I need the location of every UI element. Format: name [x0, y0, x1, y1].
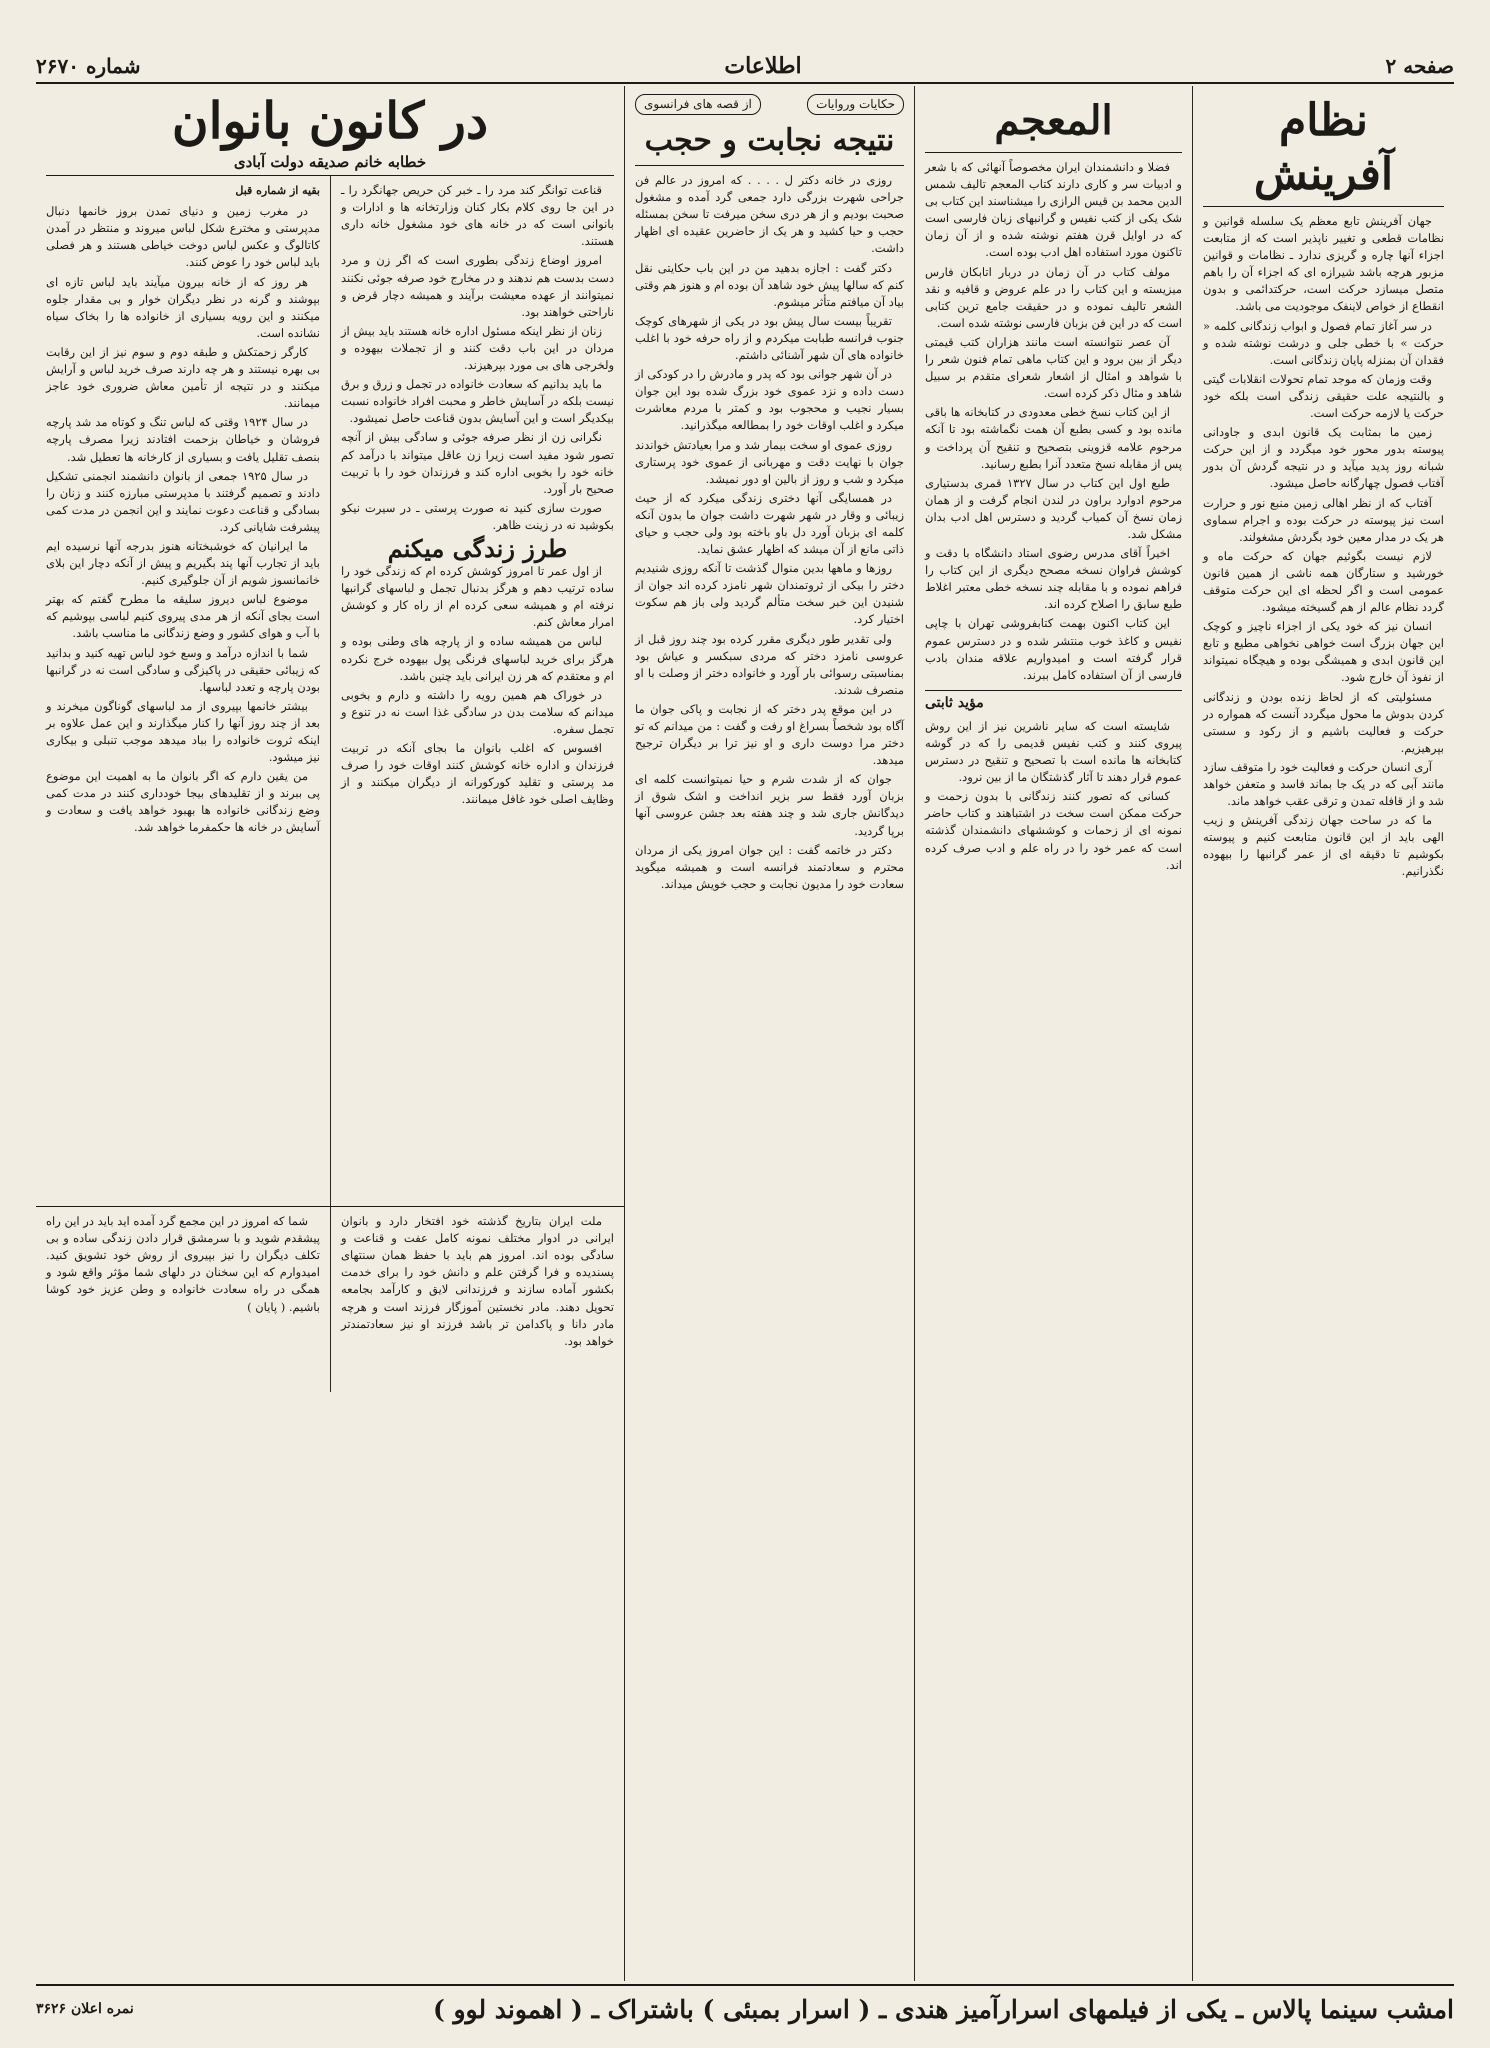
article-subcolumns: [36, 176, 624, 1206]
paragraph: از اول عمر تا امروز کوشش کرده ام که زندگی خود را ساده ترتیب دهم و هرگز بدنبال تجمل و لباسهای گرانبها نرفته ام و همیشه سعی کرده ام از راه کار و کوشش امرار معاش کنم.: [341, 564, 614, 630]
paragraph: موضوع لباس دیروز سلیقه ما مطرح گفتم که بهتر است بجای آنکه از هر مدی پیروی کنیم لباسی بپوشیم که با آب و هوای کشور و وضع زندگانی ما مناسب باشد.: [46, 592, 320, 641]
paragraph: انسان نیز که خود یکی از اجزاء ناچیز و کوچک این جهان بزرگ است خواهی نخواهی مطیع و تابع این قانون ابدی و همیشگی بوده و هیچگاه نمیتواند از نفوذ آن خارج شود.: [1203, 619, 1444, 685]
paragraph: من یقین دارم که اگر بانوان ما به اهمیت این موضوع پی ببرند و از تقلیدهای بیجا خودداری کنند در مدت کمی وضع زندگانی خانواده ها بهبود خواهد یافت و سعادت و آسایش در خانه ها حکمفرما خواهد شد.: [46, 769, 320, 835]
paragraph: کارگر زحمتکش و طبقه دوم و سوم نیز از این رقابت بی بهره نیستند و هر چه دارند صرف خرید لباس و آرایش میکنند و در نتیجه از تأمین معاش ضروری خود عاجز میمانند.: [46, 344, 320, 411]
paragraph: تقریباً بیست سال پیش بود در یکی از شهرهای کوچک جنوب فرانسه طبابت میکردم و از راه حرفه خود با اغلب خانواده های آن شهر آشنائی داشتم.: [635, 313, 904, 363]
paragraph: هر روز که از خانه بیرون میآیند باید لباس تازه ای بپوشند و گرنه در نظر دیگران خوار و بی مقدار جلوه میکنند و این رویه بسیاری از خانواده ها را بخاک سیاه نشانده است.: [46, 274, 320, 340]
article-columns: [36, 86, 1454, 1981]
paragraph: شایسته است که سایر ناشرین نیز از این روش پیروی کنند و کتب نفیس قدیمی را که در گوشه کتابخانه ها مانده است با تصحیح و تنقیح در دسترس عموم قرار دهند تا آثار گذشتگان ما از بین نرود.: [925, 718, 1182, 785]
paper-name: اطلاعات: [724, 53, 802, 79]
paragraph: از این کتاب نسخ خطی معدودی در کتابخانه ها باقی مانده بود و کسی بطبع آن همت نگماشته بود تا آنکه مرحوم علامه قزوینی بتصحیح و تنقیح آن پرداخت و پس از مقابله نسخ متعدد آنرا بطبع رسانید.: [925, 405, 1182, 471]
continued-note: بقیه از شماره قبل: [235, 184, 320, 198]
paragraph: در همسایگی آنها دختری زندگی میکرد که از حیث زیبائی و وقار در شهر شهرت داشت جوان ما بدون آنکه کلمه ای بزبان آورد دل باو باخته بود ولی حجب و حیای ذاتی مانع از آن میشد که اظهار عشق نماید.: [635, 490, 904, 557]
continuation-right: [330, 1207, 624, 1392]
paragraph: قناعت توانگر کند مرد را ـ خبر کن حریص جهانگرد را ـ در این جا روی کلام بکار کنان وزارتخانه ها و ادارات و بانوانی است که در خانه های خود مشغول خانه داری هستند.: [341, 183, 614, 249]
article-title: المعجم: [925, 94, 1182, 153]
column-story: [624, 86, 914, 1981]
paragraph: این کتاب اکنون بهمت کتابفروشی تهران با چاپی نفیس و کاغذ خوب منتشر شده و در دسترس عموم قرار گرفته است و امیدواریم علاقه مندان بادب فارسی از آن استفاده کامل ببرند.: [925, 616, 1182, 682]
paragraph: افسوس که اغلب بانوان ما بجای آنکه در تربیت فرزندان و اداره خانه کوشش کنند اوقات خود را صرف مد پرستی و تقلید کورکورانه از دیگران میکنند و از وظایف اصلی خود غافل میمانند.: [341, 741, 614, 807]
section-tags: [635, 92, 904, 119]
paragraph: طبع اول این کتاب در سال ۱۳۲۷ قمری بدستیاری مرحوم ادوارد براون در لندن انجام گرفت و از همان زمان نسخ آن کمیاب گردید و دسترس اهل ادب بدان مشکل شد.: [925, 475, 1182, 541]
paragraph: زمین ما بمثابت یک قانون ابدی و جاودانی پیوسته بدور محور خود میگردد و از این حرکت شبانه روز پدید میآید و در نتیجه گردش آن بدور آفتاب فصول چهارگانه حاصل میشود.: [1203, 425, 1444, 491]
paragraph: وقت وزمان که موجد تمام تحولات انقلابات گیتی و بالنتیجه علت حقیقی زندگی است بلکه خود حرکت یا لازمه حرکت است.: [1203, 371, 1444, 421]
paragraph: امروز اوضاع زندگی بطوری است که اگر زن و مرد دست بدست هم ندهند و در مخارج خود صرفه جوئی نکنند نمیتوانند از عهده معیشت برآیند و همیشه دچار قرض و ناراحتی خواهند بود.: [341, 253, 614, 319]
paragraph: شما که امروز در این مجمع گرد آمده اید باید در این راه پیشقدم شوید و با سرمشق قرار دادن زندگی ساده و بی تکلف دیگران را نیز بپیروی از روش خود تشویق کنید. امیدوارم که این سخنان در دلهای شما مؤثر واقع شود و همگی در راه سعادت خانواده و وطن عزیز خود کوشا باشیم. ( پایان ): [46, 1214, 320, 1314]
section-tag-stories: حکایات وروایات: [807, 94, 904, 115]
section-tag-french: از قصه های فرانسوی: [635, 94, 761, 115]
paragraph: در سال ۱۹۲۴ وقتی که لباس تنگ و کوتاه مد شد پارچه فروشان و خیاطان بزحمت افتادند زیرا مصرف پارچه بنصف تقلیل یافت و بسیاری از کارخانه ها تعطیل شد.: [46, 415, 320, 464]
article-title: نتیجه نجابت و حجب: [635, 121, 904, 166]
article-byline: خطابه خانم صدیقه دولت آبادی: [46, 154, 614, 176]
paragraph: آفتاب که از نظر اهالی زمین منبع نور و حرارت است نیز پیوسته در حرکت بوده و اجرام سماوی هر یک در مدار معین خود بگردش مشغولند.: [1203, 495, 1444, 544]
paragraph: شما با اندازه درآمد و وسع خود لباس تهیه کنید و بدانید که زیبائی حقیقی در پاکیزگی و سادگی است نه در گرانبها بودن پارچه و تعدد لباسها.: [46, 645, 320, 694]
column-kanoon-banovan: [36, 86, 624, 1981]
paragraph: جوان که از شدت شرم و حیا نمیتوانست کلمه ای بزبان آورد فقط سر بزیر انداخت و اشک شوق از دیدگانش جاری شد و چند هفته بعد جشن عروسی آنها برپا گردید.: [635, 772, 904, 838]
paragraph: ملت ایران بتاریخ گذشته خود افتخار دارد و بانوان ایرانی در ادوار مختلف نمونه کامل عفت و قناعت و سادگی بوده اند. امروز هم باید با حفظ همان سنتهای پسندیده و فرا گرفتن علم و دانش خود را برای خدمت بکشور آماده سازند و فرزندانی لایق و کارآمد بجامعه تحویل دهند. مادر نخستین آموزگار فرزند است و هرچه مادر دانا و پاکدامن تر باشد فرزند او نیز سعادتمندتر خواهد بود.: [341, 1214, 614, 1348]
ad-text: امشب سینما پالاس ـ یکی از فیلمهای اسرارآمیز هندی ـ ( اسرار بمبئی ) باشتراک ـ ( اهموند لوو ): [432, 1994, 1454, 2024]
paragraph: ولی تقدیر طور دیگری مقرر کرده بود چند روز قبل از عروسی نامزد دختر که مردی سبکسر و عیاش بود بمناسبتی رسوائی بار آورد و خانواده دختر از وصلت با او منصرف شدند.: [635, 631, 904, 697]
article-header: [36, 86, 624, 176]
paragraph: بیشتر خانمها بپیروی از مد لباسهای گوناگون میخرند و بعد از چند روز آنها را کنار میگذارند و این عمل علاوه بر اینکه ثروت خانواده را بباد میدهد موجب تنبلی و بیکاری نیز میشود.: [46, 698, 320, 765]
paragraph: روزی در خانه دکتر ل . . . . که امروز در عالم فن جراحی شهرت بزرگی دارد جمعی گرد آمده و مشغول صحبت بودیم و از هر دری سخن میرفت تا سخن بمسئله حجب و حیا کشید و هر یک از حاضرین عقیده ای اظهار داشت.: [635, 173, 904, 256]
paragraph: جهان آفرینش تابع معظم یک سلسله قوانین و نظامات قطعی و تغییر ناپذیر است که از متابعت اجزاء آنها چاره و گریزی ندارد ـ نظامات و قوانین مزبور هرچه باشد شیرازه ای که اجزاء آن را باهم متصل میسازد حرکت است، حرکتدائمی و بدون انقطاع از خواص لاینفک موجودیت می باشد.: [1203, 214, 1444, 314]
article-continuation-box: [36, 1206, 624, 1392]
paragraph: در مغرب زمین و دنیای تمدن بروز خانمها دنبال مدپرستی و مخترع شکل لباس میروند و منتظر در آمدن کاتالوگ و عکس لباس دوخت خیاطی هستند و هر فصلی باید لباس خود را عوض کنند.: [46, 204, 320, 270]
paragraph: در سر آغاز تمام فصول و ابواب زندگانی کلمه « حرکت » با خطی جلی و درشت نوشته شده و فقدان آن بمنزله پایان زندگانی است.: [1203, 318, 1444, 367]
paragraph: زنان از نظر اینکه مسئول اداره خانه هستند باید بیش از مردان در این باب دقت کنند و از تجملات بیهوده و ولخرجی های بی مورد بپرهیزند.: [341, 323, 614, 373]
paragraph: دکتر گفت : اجازه بدهید من در این باب حکایتی نقل کنم که سالها پیش خود شاهد آن بوده ام و هنوز هم وقتی بیاد آن میافتم متأثر میشوم.: [635, 260, 904, 309]
paragraph: روزی عموی او سخت بیمار شد و مرا بعیادتش خواندند جوان با نهایت دقت و مهربانی از عموی خود پرستاری میکرد و شب و روز از بالین او دور نمیشد.: [635, 437, 904, 486]
paragraph: آن عصر نتوانسته است مانند هزاران کتب قیمتی دیگر از بین برود و این کتاب ماهی تمام فنون شعر را با شواهد و امثال از اشعار شعرای متقدم بر سبیل شاهد و مثال ذکر کرده است.: [925, 334, 1182, 401]
paragraph: لازم نیست بگوئیم جهان که حرکت ماه و خورشید و ستارگان همه ناشی از همین قانون عمومی است و اگر لحظه ای این حرکت متوقف گردد نظام عالم از هم گسیخته میشود.: [1203, 548, 1444, 615]
article-body: [925, 159, 1182, 874]
author-signature: مؤید ثابتی: [925, 690, 1182, 712]
paragraph: روزها و ماهها بدین منوال گذشت تا آنکه روزی شنیدیم دختر را بیکی از ثروتمندان شهر نامزد کرده اند جوان از شنیدن این خبر سخت متألم گردید ولی باز هم سکوت اختیار کرد.: [635, 561, 904, 627]
article-title: نظام آفرینش: [1203, 94, 1444, 207]
paragraph: در آن شهر جوانی بود که پدر و مادرش را در کودکی از دست داده و نزد عموی خود بزرگ شده بود این جوان بسیار نجیب و محجوب بود و کمتر با مردم معاشرت میکرد و اغلب اوقات خود را بمطالعه میگذرانید.: [635, 367, 904, 433]
paragraph: ما ایرانیان که خوشبختانه هنوز بدرجه آنها نرسیده ایم باید از تجارب آنها پند بگیریم و پیش از آنکه دچار این بلای خانمانسوز شویم از آن جلوگیری کنیم.: [46, 538, 320, 588]
ad-number: نمره اعلان ۳۶۲۶: [36, 2001, 134, 2017]
paragraph: ما باید بدانیم که سعادت خانواده در تجمل و زرق و برق نیست بلکه در آسایش خاطر و محبت افراد خانواده نسبت بیکدیگر است و این آسایش بدون قناعت حاصل نمیشود.: [341, 377, 614, 426]
article-body: [1203, 213, 1444, 881]
paragraph: کسانی که تصور کنند زندگانی با بدون زحمت و حرکت ممکن است سخت در اشتباهند و کتاب حاضر نمونه ای از زحمات و کوششهای دانشمندان گذشته است که عمر خود را در راه علم و ادب صرف کرده اند.: [925, 789, 1182, 872]
paragraph: صورت سازی کنید نه صورت پرستی ـ در سیرت نیکو بکوشید نه در زینت ظاهر.: [341, 500, 614, 532]
paragraph: ما که در ساحت جهان زندگی آفرینش و زیب الهی باید از این قانون متابعت کنیم و پیوسته بکوشیم تا دقیقه ای از عمر گرانبها را بیهوده نگذرانیم.: [1203, 813, 1444, 879]
column-almojam: [914, 86, 1192, 1981]
paragraph: اخیراً آقای مدرس رضوی استاد دانشگاه با دقت و کوشش فراوان نسخه مصحح دیگری از این کتاب را فراهم نموده و با مقابله چند نسخه خطی معتبر اغلاط طبع سابق را اصلاح کرده اند.: [925, 546, 1182, 612]
issue-number: شماره ۲۶۷۰: [36, 54, 141, 78]
column-nezam-afarinesh: [1192, 86, 1454, 1981]
paragraph: نگرانی زن از نظر صرفه جوئی و سادگی بیش از آنچه تصور شود مفید است زیرا زن عاقل میتواند با درآمد کم خانه خود را بخوبی اداره کند و فرزندان خود را با تربیت صحیح بار آورد.: [341, 430, 614, 496]
paragraph: دکتر در خاتمه گفت : این جوان امروز یکی از مردان محترم و سعادتمند فرانسه است و همیشه میگوید سعادت خود را مدیون نجابت و حجب خویش میداند.: [635, 842, 904, 891]
continuation-left: [36, 1207, 330, 1392]
paragraph: لباس من همیشه ساده و از پارچه های وطنی بوده و هرگز برای خرید لباسهای فرنگی پول بیهوده خرج نکرده ام و معتقدم که هر زن ایرانی باید چنین باشد.: [341, 634, 614, 683]
subcolumn-right: [330, 176, 624, 1206]
paragraph: مسئولیتی که از لحاظ زنده بودن و زندگانی کردن بدوش ما محول میگردد آنست که همواره در حرکت و فعالیت باشیم و از رکود و سستی بپرهیزیم.: [1203, 689, 1444, 755]
masthead: [36, 50, 1454, 84]
paragraph: در این موقع پدر دختر که از نجابت و پاکی جوان ما آگاه بود شخصاً بسراغ او رفت و گفت : من میدانم که تو دختر مرا دوست داری و او نیز ترا بر دیگران ترجیح میدهد.: [635, 701, 904, 768]
article-title: در کانون بانوان: [171, 91, 489, 150]
cinema-advertisement: [36, 1984, 1454, 2032]
paragraph: مولف کتاب در آن زمان در دربار اتابکان فارس میزیسته و این کتاب را در علم عروض و قافیه و نقد الشعر تالیف نموده و در حقیقت جامع ترین کتابی است که در این فن بزبان فارسی نوشته شده است.: [925, 264, 1182, 330]
article-body: [635, 172, 904, 893]
paragraph: فضلا و دانشمندان ایران مخصوصاً آنهائی که با شعر و ادبیات سر و کاری دارند کتاب المعجم تالیف شمس الدین محمد بن قیس الرازی را میشناسند این کتاب بی شک یکی از کتب نفیس و گرانبهای زبان فارسی است که در اوایل قرن هفتم نوشته شده و از آن زمان تاکنون مورد استفاده اهل ادب بوده است.: [925, 160, 1182, 260]
paragraph: در خوراک هم همین رویه را داشته و دارم و بخوبی میدانم که سلامت بدن در سادگی غذا است نه در تنوع و تجمل سفره.: [341, 687, 614, 736]
subcolumn-left: [36, 176, 330, 1206]
subheading: طرز زندگی میکنم: [387, 533, 568, 563]
page-number: صفحه ۲: [1385, 54, 1454, 78]
paragraph: در سال ۱۹۲۵ جمعی از بانوان دانشمند انجمنی تشکیل دادند و تصمیم گرفتند با مدپرستی مبارزه کنند و زنان را بسادگی و قناعت دعوت نمایند و این انجمن در مدت کمی پیشرفت شایانی کرد.: [46, 468, 320, 534]
paragraph: آری انسان حرکت و فعالیت خود را متوقف سازد مانند آبی که در یک جا بماند فاسد و متعفن خواهد شد و از قافله تمدن و ترقی عقب خواهد ماند.: [1203, 759, 1444, 809]
